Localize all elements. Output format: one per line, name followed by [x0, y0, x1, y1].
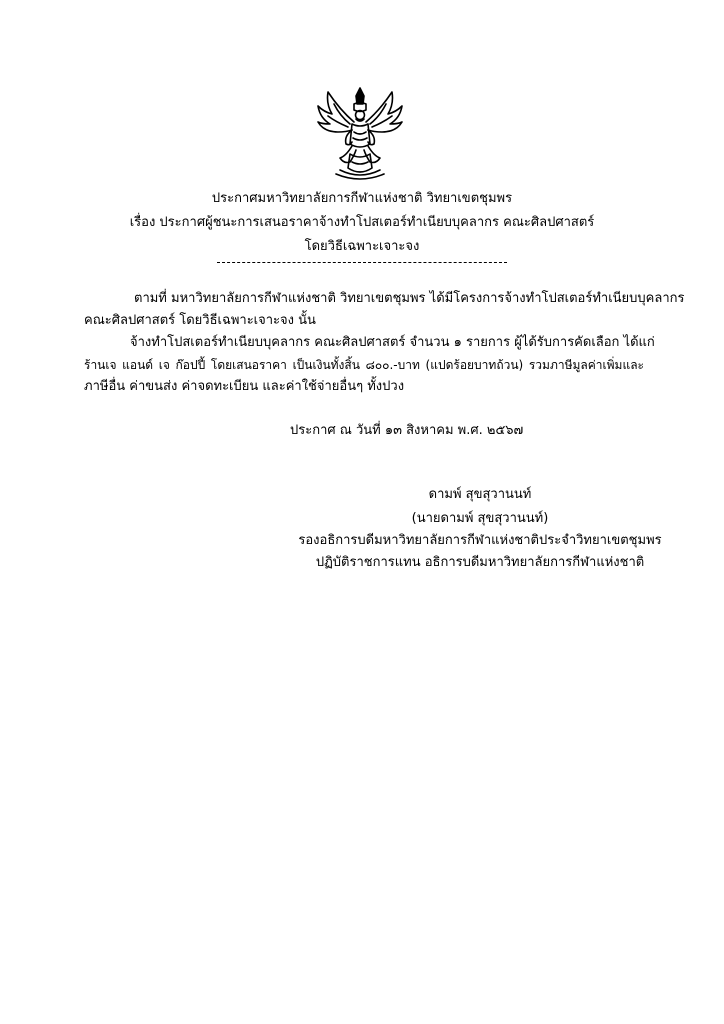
signature-position-1: รองอธิการบดีมหาวิทยาลัยการกีฬาแห่งชาติประจำวิทยาเขตชุมพร — [298, 533, 662, 548]
body-paragraph-1-line-2: คณะศิลปศาสตร์ โดยวิธีเฉพาะเจาะจง นั้น — [84, 313, 316, 328]
announcement-date: ประกาศ ณ วันที่ ๑๓ สิงหาคม พ.ศ. ๒๕๖๗ — [290, 423, 524, 438]
signature-position-2: ปฏิบัติราชการแทน อธิการบดีมหาวิทยาลัยการกีฬาแห่งชาติ — [315, 555, 645, 570]
document-method: โดยวิธีเฉพาะเจาะจง — [304, 239, 420, 254]
body-paragraph-1-line-1: ตามที่ มหาวิทยาลัยการกีฬาแห่งชาติ วิทยาเขตชุมพร ได้มีโครงการจ้างทำโปสเตอร์ทำเนียบบุคลากร — [134, 291, 685, 306]
header-divider — [217, 262, 507, 263]
body-paragraph-2-line-2: ร้านเจ แอนด์ เจ ก๊อปปี้ โดยเสนอราคา เป็นเงินทั้งสิ้น ๘๐๐.-บาท (แปดร้อยบาทถ้วน) รวมภาษีมูลค่าเพิ่มและ — [84, 358, 644, 372]
body-paragraph-2-line-3: ภาษีอื่น ค่าขนส่ง ค่าจดทะเบียน และค่าใช้จ่ายอื่นๆ ทั้งปวง — [84, 379, 405, 394]
document-title: ประกาศมหาวิทยาลัยการกีฬาแห่งชาติ วิทยาเขตชุมพร — [211, 191, 513, 206]
signature-full-name: (นายดามพ์ สุขสุวานนท์) — [411, 511, 549, 526]
signature-signed-name: ดามพ์ สุขสุวานนท์ — [428, 487, 532, 502]
document-subject: เรื่อง ประกาศผู้ชนะการเสนอราคาจ้างทำโปสเตอร์ทำเนียบบุคลากร คณะศิลปศาสตร์ — [129, 215, 595, 230]
body-paragraph-2-line-1: จ้างทำโปสเตอร์ทำเนียบบุคลากร คณะศิลปศาสตร์ จำนวน ๑ รายการ ผู้ได้รับการคัดเลือก ได้แก่ — [130, 335, 655, 350]
garuda-emblem-icon — [310, 84, 410, 184]
